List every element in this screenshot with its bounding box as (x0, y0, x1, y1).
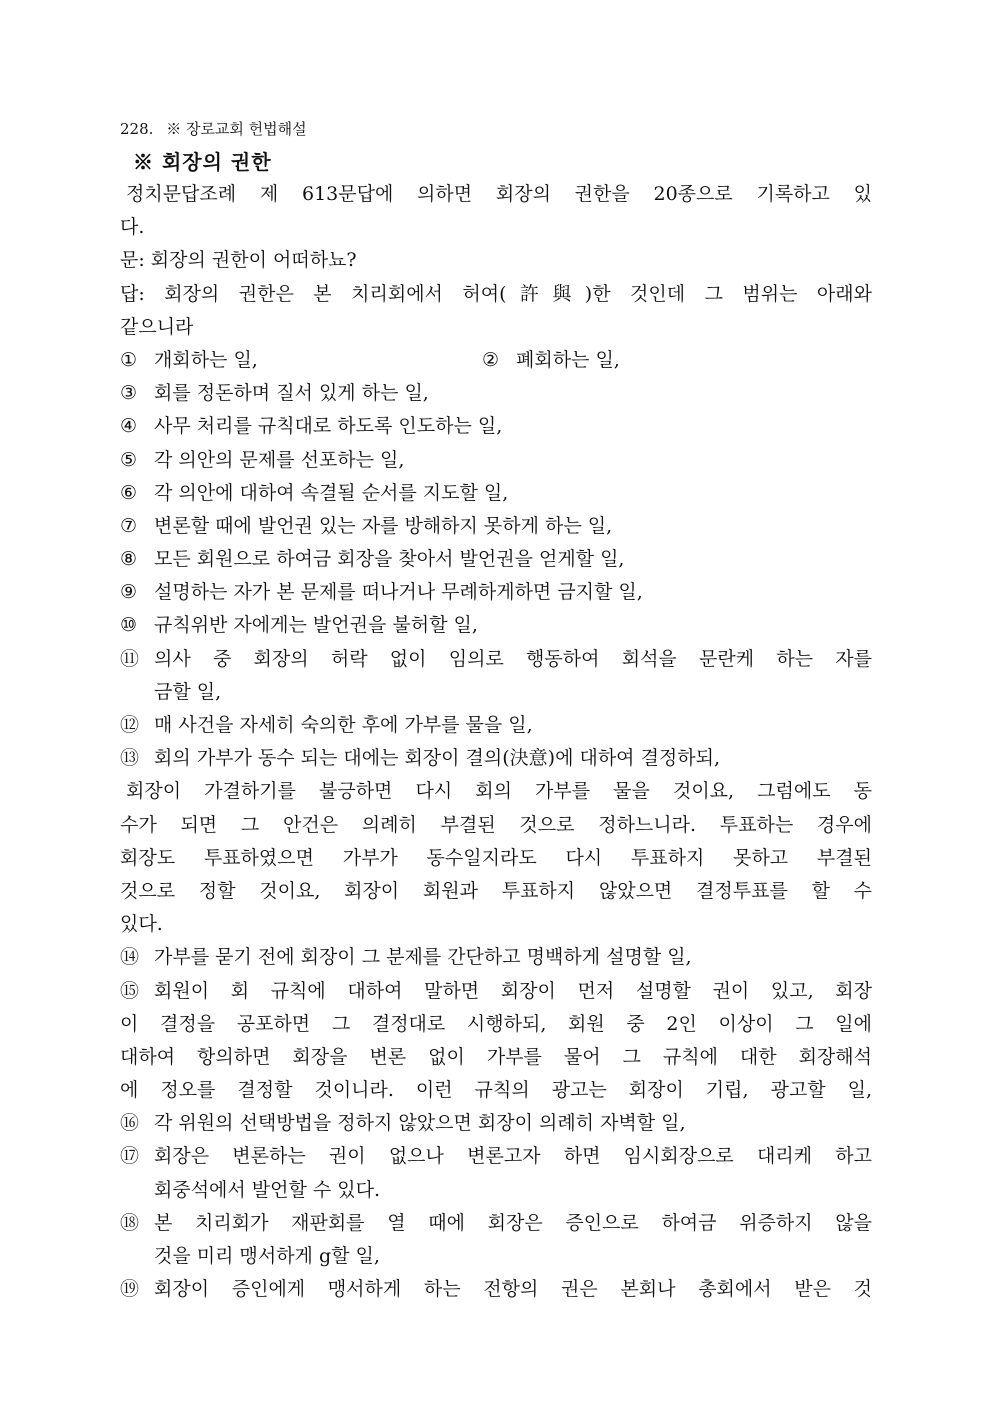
list-item-15-cont: 에 정오를 결정할 것이니라. 이런 규칙의 광고는 회장이 기립, 광고할 일, (120, 1079, 872, 1102)
list-item-5 (120, 444, 872, 477)
item-text: 회원이 회 규칙에 대하여 말하면 회장이 먼저 설명할 권이 있고, 회장 (154, 979, 872, 1002)
question-line: 문: 회장의 권한이 어떠하뇨? (120, 249, 357, 272)
intro-line-2: 다. (120, 216, 145, 239)
item-text: 회장은 변론하는 권이 없으나 변론고자 하면 임시회장으로 대리케 하고 (154, 1145, 872, 1168)
item-number: ② (482, 348, 500, 371)
list-item-2 (482, 344, 620, 377)
answer-line-2: 같으니라 (120, 315, 194, 338)
item-number: ③ (120, 382, 138, 405)
item-number: ⑬ (120, 747, 140, 770)
list-item-13-cont: 것으로 정할 것이요, 회장이 회원과 투표하지 않았으면 결정투표를 할 수 (120, 879, 872, 902)
list-item-12 (120, 709, 872, 742)
item-text: 각 의안에 대하여 속결될 순서를 지도할 일, (154, 481, 509, 504)
list-item-7 (120, 510, 872, 543)
intro-line-1: 정치문답조례 제 613문답에 의하면 회장의 권한을 20종으로 기록하고 있 (126, 183, 872, 205)
answer-line-1: 답: 회장의 권한은 본 치리회에서 허여(許與)한 것인데 그 범위는 아래와 (120, 282, 872, 305)
list-item-18-cont: 것을 미리 맹서하게 g할 일, (154, 1245, 380, 1267)
item-number: ⑰ (120, 1145, 140, 1168)
item-number: ⑫ (120, 714, 140, 736)
item-number: ⑩ (120, 614, 138, 637)
list-item-1-2 (120, 344, 872, 377)
list-item-15-cont: 이 결정을 공포하면 그 결정대로 시행하되, 회원 중 2인 이상이 그 일에 (120, 1012, 872, 1035)
item-text: 회의 가부가 동수 되는 대에는 회장이 결의(決意)에 대하여 결정하되, (154, 747, 721, 770)
item-text: 개회하는 일, (154, 348, 258, 371)
item-number: ⑲ (120, 1278, 140, 1301)
running-header (120, 118, 307, 139)
item-number: ⑧ (120, 548, 138, 571)
list-item-15 (120, 975, 872, 1008)
list-item-17-cont: 회중석에서 발언할 수 있다. (154, 1178, 381, 1201)
item-text: 회장이 증인에게 맹서하게 하는 전항의 권은 본회나 총회에서 받은 것 (154, 1278, 872, 1301)
item-number: ④ (120, 415, 138, 438)
item-text: 설명하는 자가 본 문제를 떠나거나 무례하게하면 금지할 일, (154, 581, 643, 604)
item-text: 사무 처리를 규칙대로 하도록 인도하는 일, (154, 415, 503, 438)
item-number: ⑤ (120, 448, 138, 471)
item-text: 모든 회원으로 하여금 회장을 찾아서 발언권을 얻게할 일, (154, 548, 625, 571)
item-text: 변론할 때에 발언권 있는 자를 방해하지 못하게 하는 일, (154, 514, 613, 537)
list-item-8 (120, 543, 872, 576)
item-number: ⑦ (120, 514, 138, 537)
page-number: 228. (120, 120, 154, 138)
list-item-13-cont: 수가 되면 그 안건은 의례히 부결된 것으로 정하느니라. 투표하는 경우에 (120, 813, 872, 836)
list-item-13-cont: 있다. (120, 913, 163, 936)
list-item-17 (120, 1140, 872, 1173)
item-number: ⑯ (120, 1112, 140, 1135)
item-text: 의사 중 회장의 허락 없이 임의로 행동하여 회석을 문란케 하는 자를 (154, 647, 872, 670)
list-item-13 (120, 742, 872, 775)
item-text: 각 의안의 문제를 선포하는 일, (154, 448, 405, 471)
item-number: ⑱ (120, 1211, 140, 1234)
list-item-11 (120, 643, 872, 676)
list-item-1 (120, 344, 482, 377)
running-title: ※ 장로교회 헌법해설 (166, 120, 307, 138)
item-number: ① (120, 348, 138, 371)
item-number: ⑪ (120, 647, 140, 670)
list-item-13-cont: 회장이 가결하기를 불긍하면 다시 회의 가부를 물을 것이요, 그럼에도 동 (126, 780, 872, 803)
list-item-10 (120, 609, 872, 642)
item-number: ⑥ (120, 481, 138, 504)
list-item-3 (120, 377, 872, 410)
list-item-19 (120, 1273, 872, 1306)
list-item-11-cont: 금할 일, (154, 680, 222, 703)
item-text: 가부를 묻기 전에 회장이 그 분제를 간단하고 명백하게 설명할 일, (154, 946, 692, 969)
list-item-15-cont: 대하여 항의하면 회장을 변론 없이 가부를 물어 그 규칙에 대한 회장해석 (120, 1045, 872, 1068)
item-text: 각 위원의 선택방법을 정하지 않았으면 회장이 의례히 자벽할 일, (154, 1112, 686, 1135)
section-title: ※ 회장의 권한 (133, 150, 272, 174)
item-number: ⑭ (120, 946, 140, 969)
document-body (120, 178, 872, 1306)
list-item-6 (120, 477, 872, 510)
item-number: ⑨ (120, 581, 138, 604)
list-item-13-cont: 회장도 투표하였으면 가부가 동수일지라도 다시 투표하지 못하고 부결된 (120, 846, 872, 869)
list-item-9 (120, 576, 872, 609)
list-item-4 (120, 410, 872, 443)
item-text: 폐회하는 일, (516, 348, 620, 371)
list-item-14 (120, 941, 872, 974)
list-item-16 (120, 1107, 872, 1140)
list-item-18 (120, 1207, 872, 1240)
item-number: ⑮ (120, 979, 140, 1002)
item-text: 규칙위반 자에게는 발언권을 불허할 일, (154, 614, 478, 637)
item-text: 매 사건을 자세히 숙의한 후에 가부를 물을 일, (154, 714, 533, 736)
item-text: 회를 정돈하며 질서 있게 하는 일, (154, 382, 429, 405)
item-text: 본 치리회가 재판회를 열 때에 회장은 증인으로 하여금 위증하지 않을 (154, 1211, 872, 1234)
